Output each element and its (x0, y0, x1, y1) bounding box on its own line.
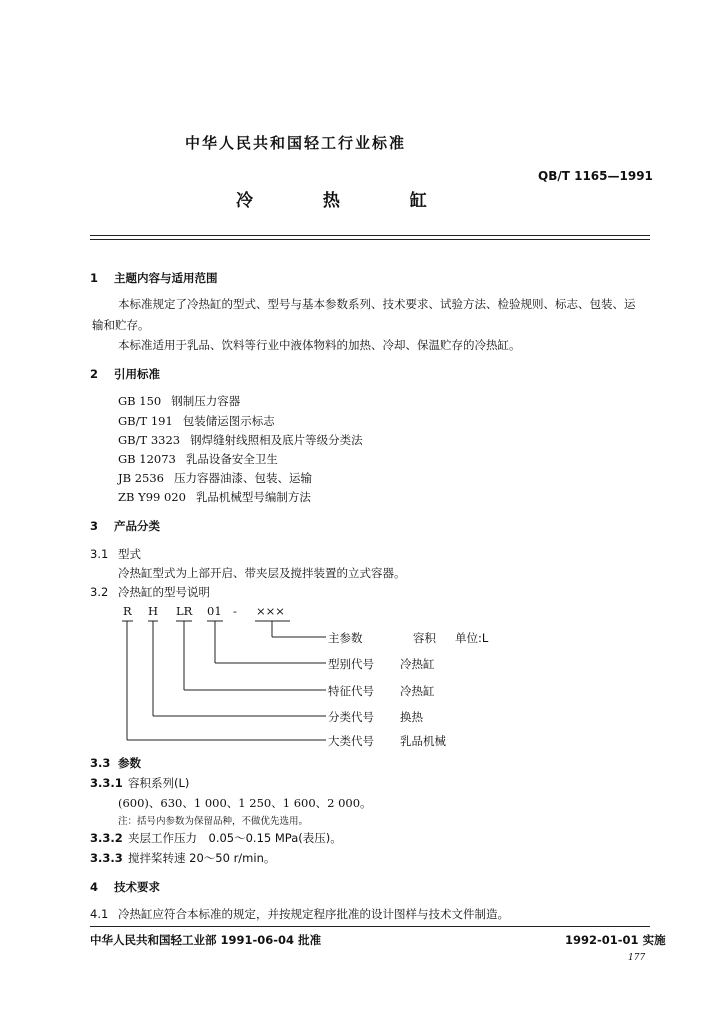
clause-3-2-title: 冷热缸的型号说明 (118, 585, 210, 599)
clause-3-3-heading (90, 755, 141, 771)
section-3-title: 产品分类 (114, 519, 160, 533)
reference-code: JB 2536 (118, 471, 164, 485)
footer-rule (90, 926, 650, 927)
clause-3-1-number: 3.1 (90, 547, 109, 561)
reference-title: 压力容器油漆、包装、运输 (173, 471, 312, 485)
section-4-heading (90, 879, 160, 895)
clause-4-1 (90, 906, 509, 922)
model-row-value: 冷热缸 (400, 684, 435, 698)
model-char: 01 (207, 604, 222, 618)
model-row-value: 乳品机械 (400, 734, 446, 748)
issuing-body-title: 中华人民共和国轻工行业标准 (185, 134, 407, 152)
reference-title: 钢焊缝射线照相及底片等级分类法 (190, 433, 363, 447)
reference-code: ZB Y99 020 (118, 490, 186, 504)
model-row-extra: 单位:L (455, 631, 489, 645)
reference-title: 包装储运图示标志 (182, 414, 275, 428)
section-3-number: 3 (90, 519, 99, 533)
clause-3-3-1-title: 容积系列(L) (128, 776, 190, 790)
section-1-title: 主题内容与适用范围 (114, 271, 218, 285)
model-row-value: 冷热缸 (400, 657, 435, 671)
reference-code: GB 12073 (118, 452, 176, 466)
volume-series-note: 注：括号内参数为保留品种，不做优先选用。 (118, 816, 309, 827)
model-row-label: 主参数 (328, 631, 363, 645)
model-char: - (233, 604, 237, 618)
clause-3-3-1-heading (90, 775, 189, 791)
clause-3-3-title: 参数 (118, 756, 141, 770)
model-char: ××× (256, 604, 285, 618)
section-4-number: 4 (90, 880, 99, 894)
reference-title: 乳品机械型号编制方法 (195, 490, 311, 504)
clause-3-3-3-text: 搅拌桨转速 20～50 r/min。 (128, 851, 276, 865)
model-row-label: 特征代号 (328, 684, 374, 698)
clause-3-3-3-number: 3.3.3 (90, 851, 123, 865)
reference-title: 乳品设备安全卫生 (185, 452, 278, 466)
volume-series-values: (600)、630、1 000、1 250、1 600、2 000。 (118, 796, 372, 810)
clause-3-3-3 (90, 850, 275, 866)
section-2-number: 2 (90, 367, 99, 381)
document-title: 冷 热 缸 (236, 191, 459, 211)
reference-code: GB 150 (118, 394, 162, 408)
model-char: H (148, 604, 159, 618)
clause-3-3-1-number: 3.3.1 (90, 776, 123, 790)
reference-code: GB/T 3323 (118, 433, 181, 447)
section-1-para-1-line-1: 本标准规定了冷热缸的型式、型号与基本参数系列、技术要求、试验方法、检验规则、标志、包装、运 (118, 297, 636, 311)
clause-4-1-number: 4.1 (90, 907, 109, 921)
clause-3-3-2 (90, 830, 342, 846)
clause-3-3-number: 3.3 (90, 756, 111, 770)
section-2-title: 引用标准 (114, 367, 160, 381)
page-number: 177 (628, 953, 646, 963)
clause-3-3-2-number: 3.3.2 (90, 831, 123, 845)
clause-3-3-2-text: 夹层工作压力 0.05～0.15 MPa(表压)。 (128, 831, 342, 845)
effective-date: 1992-01-01 实施 (565, 933, 666, 947)
model-row-label: 型别代号 (328, 657, 374, 671)
model-char: R (123, 604, 132, 618)
section-1-para-1-line-2: 输和贮存。 (92, 318, 150, 332)
section-1-number: 1 (90, 271, 99, 285)
model-row-value: 容积 (413, 631, 436, 645)
model-char: LR (176, 604, 193, 618)
model-row-value: 换热 (400, 710, 423, 724)
section-4-title: 技术要求 (114, 880, 160, 894)
reference-code: GB/T 191 (118, 414, 173, 428)
clause-4-1-text: 冷热缸应符合本标准的规定，并按规定程序批准的设计图样与技术文件制造。 (118, 907, 509, 921)
model-row-label: 大类代号 (328, 734, 374, 748)
approval-line: 中华人民共和国轻工业部 1991-06-04 批准 (90, 933, 322, 947)
clause-3-1-title: 型式 (118, 547, 141, 561)
clause-3-1-text: 冷热缸型式为上部开启、带夹层及搅拌装置的立式容器。 (118, 566, 406, 580)
model-row-label: 分类代号 (328, 710, 374, 724)
clause-3-2-number: 3.2 (90, 585, 109, 599)
reference-title: 钢制压力容器 (171, 394, 241, 408)
section-1-para-2: 本标准适用于乳品、饮料等行业中液体物料的加热、冷却、保温贮存的冷热缸。 (118, 338, 521, 352)
standard-code: QB/T 1165—1991 (538, 169, 653, 183)
